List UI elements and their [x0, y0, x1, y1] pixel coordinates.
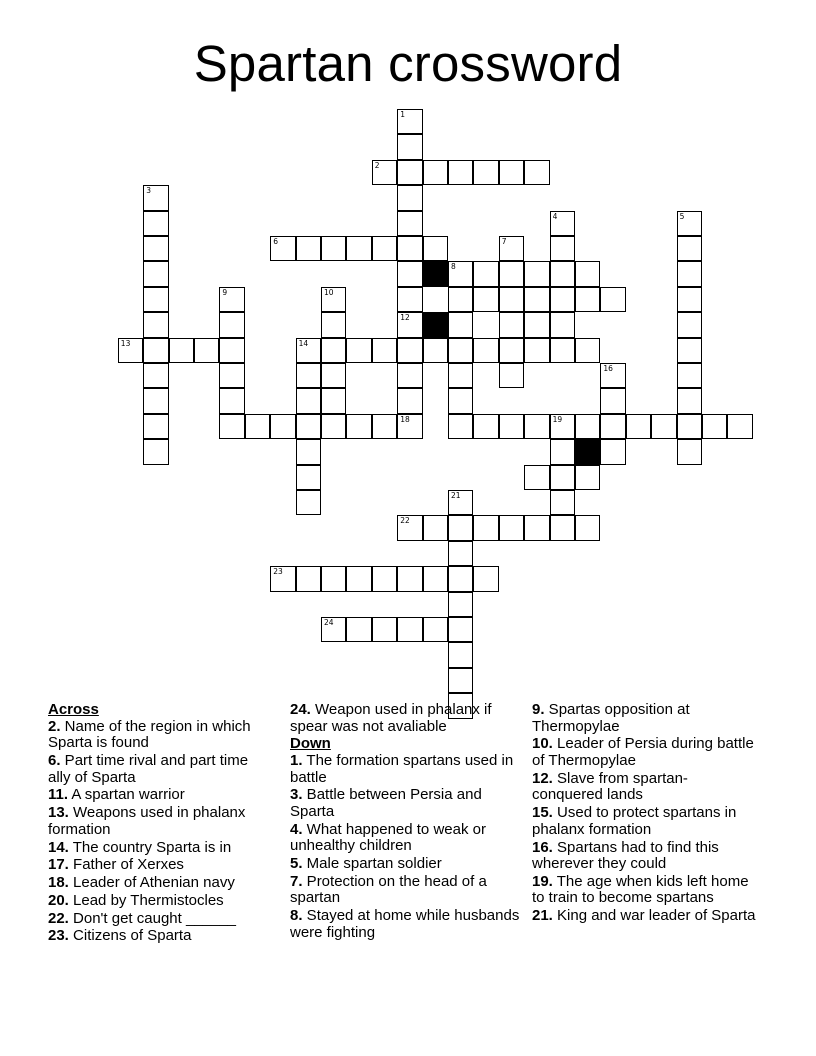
grid-cell[interactable] — [397, 566, 422, 591]
clue-text: A spartan warrior — [68, 786, 185, 804]
grid-cell[interactable] — [448, 541, 473, 566]
cell-number: 12 — [400, 313, 410, 323]
clue-item — [48, 840, 273, 857]
grid-cell[interactable] — [143, 363, 168, 388]
cell-number: 5 — [679, 211, 685, 221]
grid-cell[interactable] — [550, 439, 575, 464]
clue-section-header: Across — [48, 701, 99, 718]
grid-cell[interactable] — [346, 566, 371, 591]
clue-text: The country Sparta is in — [68, 838, 232, 856]
clue-text: Don't get caught ______ — [68, 909, 237, 927]
clue-column-1 — [48, 702, 273, 946]
grid-cell[interactable] — [499, 261, 524, 286]
grid-cell[interactable] — [245, 414, 270, 439]
grid-cell[interactable] — [270, 236, 295, 261]
grid-cell[interactable] — [397, 312, 422, 337]
cell-number: 23 — [273, 567, 283, 577]
grid-cell[interactable] — [423, 160, 448, 185]
cell-number: 24 — [324, 618, 334, 627]
grid-cell[interactable] — [448, 261, 473, 286]
grid-cell[interactable] — [372, 236, 397, 261]
grid-cell[interactable] — [702, 414, 727, 439]
grid-cell[interactable] — [550, 414, 575, 439]
grid-cell[interactable] — [550, 287, 575, 312]
grid-cell[interactable] — [677, 287, 702, 312]
grid-cell[interactable] — [346, 338, 371, 363]
grid-cell[interactable] — [677, 261, 702, 286]
grid-cell[interactable] — [346, 414, 371, 439]
grid-cell[interactable] — [448, 160, 473, 185]
grid-cell[interactable] — [397, 363, 422, 388]
clue-number: 19. — [532, 872, 553, 890]
grid-cell[interactable] — [143, 312, 168, 337]
grid-cell[interactable] — [524, 465, 549, 490]
grid-cell[interactable] — [575, 261, 600, 286]
grid-cell[interactable] — [397, 185, 422, 210]
grid-cell[interactable] — [296, 363, 321, 388]
grid-cell[interactable] — [346, 617, 371, 642]
clue-item — [290, 702, 520, 735]
grid-cell[interactable] — [372, 566, 397, 591]
grid-cell[interactable] — [448, 287, 473, 312]
grid-cell[interactable] — [448, 642, 473, 667]
clue-text: What happened to weak or unhealthy children — [290, 820, 486, 855]
clue-text: Male spartan soldier — [302, 855, 442, 873]
grid-cell[interactable] — [651, 414, 676, 439]
clue-number: 16. — [532, 838, 553, 856]
cell-number: 7 — [501, 237, 507, 246]
page-title: Spartan crossword — [193, 35, 623, 92]
grid-cell[interactable] — [499, 287, 524, 312]
grid-cell[interactable] — [575, 287, 600, 312]
clue-item — [48, 893, 273, 910]
clue-item — [532, 736, 757, 769]
clue-number: 13. — [48, 804, 69, 822]
cell-number: 19 — [552, 414, 563, 424]
cell-number: 6 — [273, 237, 278, 246]
grid-cell[interactable] — [600, 414, 625, 439]
grid-block — [575, 439, 600, 464]
grid-cell[interactable] — [499, 414, 524, 439]
clue-number: 20. — [48, 891, 69, 909]
grid-cell[interactable] — [600, 388, 625, 413]
grid-cell[interactable] — [296, 490, 321, 515]
grid-cell[interactable] — [423, 566, 448, 591]
grid-cell[interactable] — [499, 312, 524, 337]
clue-item — [290, 874, 520, 907]
clue-item — [532, 771, 757, 804]
clue-text: Name of the region in which Sparta is found — [48, 717, 251, 752]
grid-cell[interactable] — [397, 211, 422, 236]
clue-number: 22. — [48, 909, 69, 927]
grid-cell[interactable] — [473, 515, 498, 540]
grid-cell[interactable] — [550, 515, 575, 540]
clue-text: The age when kids left home to train to become spartans — [532, 872, 749, 907]
grid-cell[interactable] — [321, 312, 346, 337]
clue-item — [290, 753, 520, 786]
grid-cell[interactable] — [219, 287, 244, 312]
clue-item — [290, 787, 520, 820]
clue-item — [290, 908, 520, 941]
grid-cell[interactable] — [524, 312, 549, 337]
clue-number: 14. — [48, 838, 69, 856]
grid-cell[interactable] — [321, 236, 346, 261]
grid-cell[interactable] — [575, 465, 600, 490]
grid-cell[interactable] — [219, 338, 244, 363]
clue-text: Protection on the head of a spartan — [290, 872, 487, 907]
clue-item — [48, 857, 273, 874]
clue-text: Lead by Thermistocles — [68, 891, 224, 909]
grid-cell[interactable] — [677, 414, 702, 439]
grid-cell[interactable] — [321, 414, 346, 439]
grid-cell[interactable] — [448, 515, 473, 540]
grid-cell[interactable] — [372, 617, 397, 642]
clue-text: Spartas opposition at Thermopylae — [532, 701, 690, 735]
grid-cell[interactable] — [600, 287, 625, 312]
grid-cell[interactable] — [219, 363, 244, 388]
grid-cell[interactable] — [448, 592, 473, 617]
cell-number: 21 — [451, 491, 461, 500]
grid-cell[interactable] — [423, 515, 448, 540]
grid-cell[interactable] — [550, 338, 575, 363]
clue-text: Leader of Athenian navy — [68, 874, 235, 892]
grid-cell[interactable] — [321, 363, 346, 388]
grid-cell[interactable] — [524, 160, 549, 185]
grid-cell[interactable] — [448, 388, 473, 413]
grid-cell[interactable] — [143, 439, 168, 464]
grid-cell[interactable] — [143, 261, 168, 286]
grid-cell[interactable] — [143, 236, 168, 261]
clue-item — [48, 753, 273, 786]
grid-cell[interactable] — [143, 388, 168, 413]
grid-cell[interactable] — [219, 312, 244, 337]
grid-cell[interactable] — [143, 338, 168, 363]
cell-number: 14 — [298, 338, 309, 348]
grid-cell[interactable] — [296, 414, 321, 439]
clue-text: Used to protect spartans in phalanx formation — [532, 804, 737, 838]
grid-cell[interactable] — [448, 338, 473, 363]
clue-item — [48, 911, 273, 928]
grid-cell[interactable] — [346, 236, 371, 261]
clue-text: Father of Xerxes — [68, 856, 184, 874]
grid-cell[interactable] — [397, 515, 422, 540]
clue-text: Slave from spartan-conquered lands — [532, 769, 688, 804]
cell-number: 10 — [324, 287, 334, 297]
grid-cell[interactable] — [550, 236, 575, 261]
grid-cell[interactable] — [473, 287, 498, 312]
grid-cell[interactable] — [524, 414, 549, 439]
grid-cell[interactable] — [296, 465, 321, 490]
grid-cell[interactable] — [372, 160, 397, 185]
grid-cell[interactable] — [397, 236, 422, 261]
cell-number: 22 — [400, 516, 410, 526]
clue-item — [532, 874, 757, 907]
clue-number: 6. — [48, 751, 61, 769]
grid-cell[interactable] — [143, 414, 168, 439]
clue-item — [48, 805, 273, 838]
clue-item — [290, 822, 520, 855]
grid-cell[interactable] — [575, 338, 600, 363]
clue-item — [290, 856, 520, 873]
grid-cell[interactable] — [550, 211, 575, 236]
grid-cell[interactable] — [397, 160, 422, 185]
grid-cell[interactable] — [575, 414, 600, 439]
grid-cell[interactable] — [296, 338, 321, 363]
grid-cell[interactable] — [118, 338, 143, 363]
grid-cell[interactable] — [677, 388, 702, 413]
grid-cell[interactable] — [677, 236, 702, 261]
clue-item — [532, 805, 757, 838]
grid-cell[interactable] — [397, 388, 422, 413]
grid-cell[interactable] — [575, 515, 600, 540]
clue-number: 8. — [290, 907, 303, 925]
grid-cell[interactable] — [499, 236, 524, 261]
grid-cell[interactable] — [296, 388, 321, 413]
clue-number: 10. — [532, 735, 553, 753]
clue-text: The formation spartans used in battle — [290, 751, 514, 786]
clue-text: Battle between Persia and Sparta — [290, 786, 482, 820]
cell-number: 8 — [451, 262, 456, 272]
grid-cell[interactable] — [550, 261, 575, 286]
clue-number: 9. — [532, 701, 545, 718]
grid-cell[interactable] — [448, 490, 473, 515]
cell-number: 18 — [400, 414, 410, 424]
grid-cell[interactable] — [397, 287, 422, 312]
grid-cell[interactable] — [448, 617, 473, 642]
grid-cell[interactable] — [169, 338, 194, 363]
clue-column-3 — [532, 702, 757, 926]
grid-cell[interactable] — [473, 261, 498, 286]
clue-number: 4. — [290, 820, 303, 838]
clue-number: 2. — [48, 717, 61, 735]
grid-cell[interactable] — [321, 617, 346, 642]
grid-cell[interactable] — [296, 439, 321, 464]
clue-number: 7. — [290, 872, 303, 890]
grid-cell[interactable] — [727, 414, 752, 439]
clue-number: 1. — [290, 751, 303, 769]
clue-item — [48, 875, 273, 892]
grid-cell[interactable] — [397, 261, 422, 286]
grid-cell[interactable] — [677, 211, 702, 236]
cell-number: 9 — [222, 287, 228, 297]
grid-cell[interactable] — [473, 414, 498, 439]
grid-cell[interactable] — [524, 261, 549, 286]
grid-cell[interactable] — [397, 414, 422, 439]
grid-cell[interactable] — [473, 566, 498, 591]
cell-number: 13 — [120, 338, 131, 348]
clue-number: 3. — [290, 786, 303, 804]
grid-cell[interactable] — [550, 465, 575, 490]
clue-text: Stayed at home while husbands were fighting — [290, 907, 520, 941]
clue-number: 11. — [48, 786, 69, 804]
grid-cell[interactable] — [397, 338, 422, 363]
grid-cell[interactable] — [448, 363, 473, 388]
grid-cell[interactable] — [372, 414, 397, 439]
clue-number: 24. — [290, 701, 311, 718]
grid-cell[interactable] — [677, 312, 702, 337]
grid-cell[interactable] — [372, 338, 397, 363]
clue-item — [48, 787, 273, 804]
grid-cell[interactable] — [448, 668, 473, 693]
grid-cell[interactable] — [321, 388, 346, 413]
grid-cell[interactable] — [600, 439, 625, 464]
cell-number: 1 — [400, 110, 405, 119]
grid-cell[interactable] — [524, 338, 549, 363]
grid-cell[interactable] — [600, 363, 625, 388]
clue-text: Citizens of Sparta — [68, 927, 192, 945]
clue-number: 18. — [48, 874, 69, 892]
cell-number: 3 — [146, 186, 151, 196]
clue-item — [532, 840, 757, 873]
grid-cell[interactable] — [219, 388, 244, 413]
grid-block — [423, 261, 448, 286]
grid-cell[interactable] — [473, 160, 498, 185]
clue-text: Part time rival and part time ally of Sparta — [48, 751, 249, 786]
grid-cell[interactable] — [448, 312, 473, 337]
grid-cell[interactable] — [473, 338, 498, 363]
clue-text: Leader of Persia during battle of Thermopylae — [532, 735, 754, 769]
clue-text: Spartans had to find this wherever they could — [532, 838, 719, 873]
clue-text: King and war leader of Sparta — [552, 907, 756, 925]
grid-cell[interactable] — [550, 312, 575, 337]
grid-cell[interactable] — [677, 439, 702, 464]
grid-cell[interactable] — [499, 160, 524, 185]
grid-cell[interactable] — [194, 338, 219, 363]
grid-cell[interactable] — [143, 211, 168, 236]
grid-cell[interactable] — [397, 134, 422, 159]
grid-cell[interactable] — [296, 566, 321, 591]
clue-number: 15. — [532, 804, 553, 822]
clue-section-header: Down — [290, 735, 331, 753]
grid-cell[interactable] — [524, 515, 549, 540]
grid-cell[interactable] — [677, 363, 702, 388]
clue-number: 17. — [48, 856, 69, 874]
grid-cell[interactable] — [499, 515, 524, 540]
clue-text: Weapon used in phalanx if spear was not avaliable — [290, 701, 492, 735]
grid-cell[interactable] — [626, 414, 651, 439]
grid-cell[interactable] — [270, 566, 295, 591]
grid-cell[interactable] — [143, 185, 168, 210]
grid-cell[interactable] — [321, 287, 346, 312]
cell-number: 16 — [603, 364, 613, 373]
grid-cell[interactable] — [524, 287, 549, 312]
grid-cell[interactable] — [499, 338, 524, 363]
grid-cell[interactable] — [448, 566, 473, 591]
cell-number: 2 — [374, 160, 380, 170]
grid-cell[interactable] — [499, 363, 524, 388]
grid-cell[interactable] — [321, 338, 346, 363]
grid-block — [423, 312, 448, 337]
grid-cell[interactable] — [423, 617, 448, 642]
grid-cell[interactable] — [448, 414, 473, 439]
grid-cell[interactable] — [550, 490, 575, 515]
cell-number: 4 — [552, 211, 558, 221]
grid-cell[interactable] — [143, 287, 168, 312]
grid-cell[interactable] — [219, 414, 244, 439]
grid-cell[interactable] — [397, 617, 422, 642]
clue-column-2 — [290, 702, 520, 943]
clue-item — [48, 928, 273, 945]
clue-number: 21. — [532, 907, 553, 925]
clue-number: 12. — [532, 769, 553, 787]
grid-cell[interactable] — [296, 236, 321, 261]
grid-cell[interactable] — [677, 338, 702, 363]
grid-cell[interactable] — [397, 109, 422, 134]
grid-cell[interactable] — [423, 236, 448, 261]
grid-cell[interactable] — [270, 414, 295, 439]
clue-number: 5. — [290, 855, 303, 873]
clue-item — [48, 719, 273, 752]
clue-item — [532, 702, 757, 735]
grid-cell[interactable] — [423, 338, 448, 363]
clue-text: Weapons used in phalanx formation — [48, 804, 246, 838]
clue-item — [532, 908, 757, 925]
grid-cell[interactable] — [321, 566, 346, 591]
clue-number: 23. — [48, 927, 69, 945]
